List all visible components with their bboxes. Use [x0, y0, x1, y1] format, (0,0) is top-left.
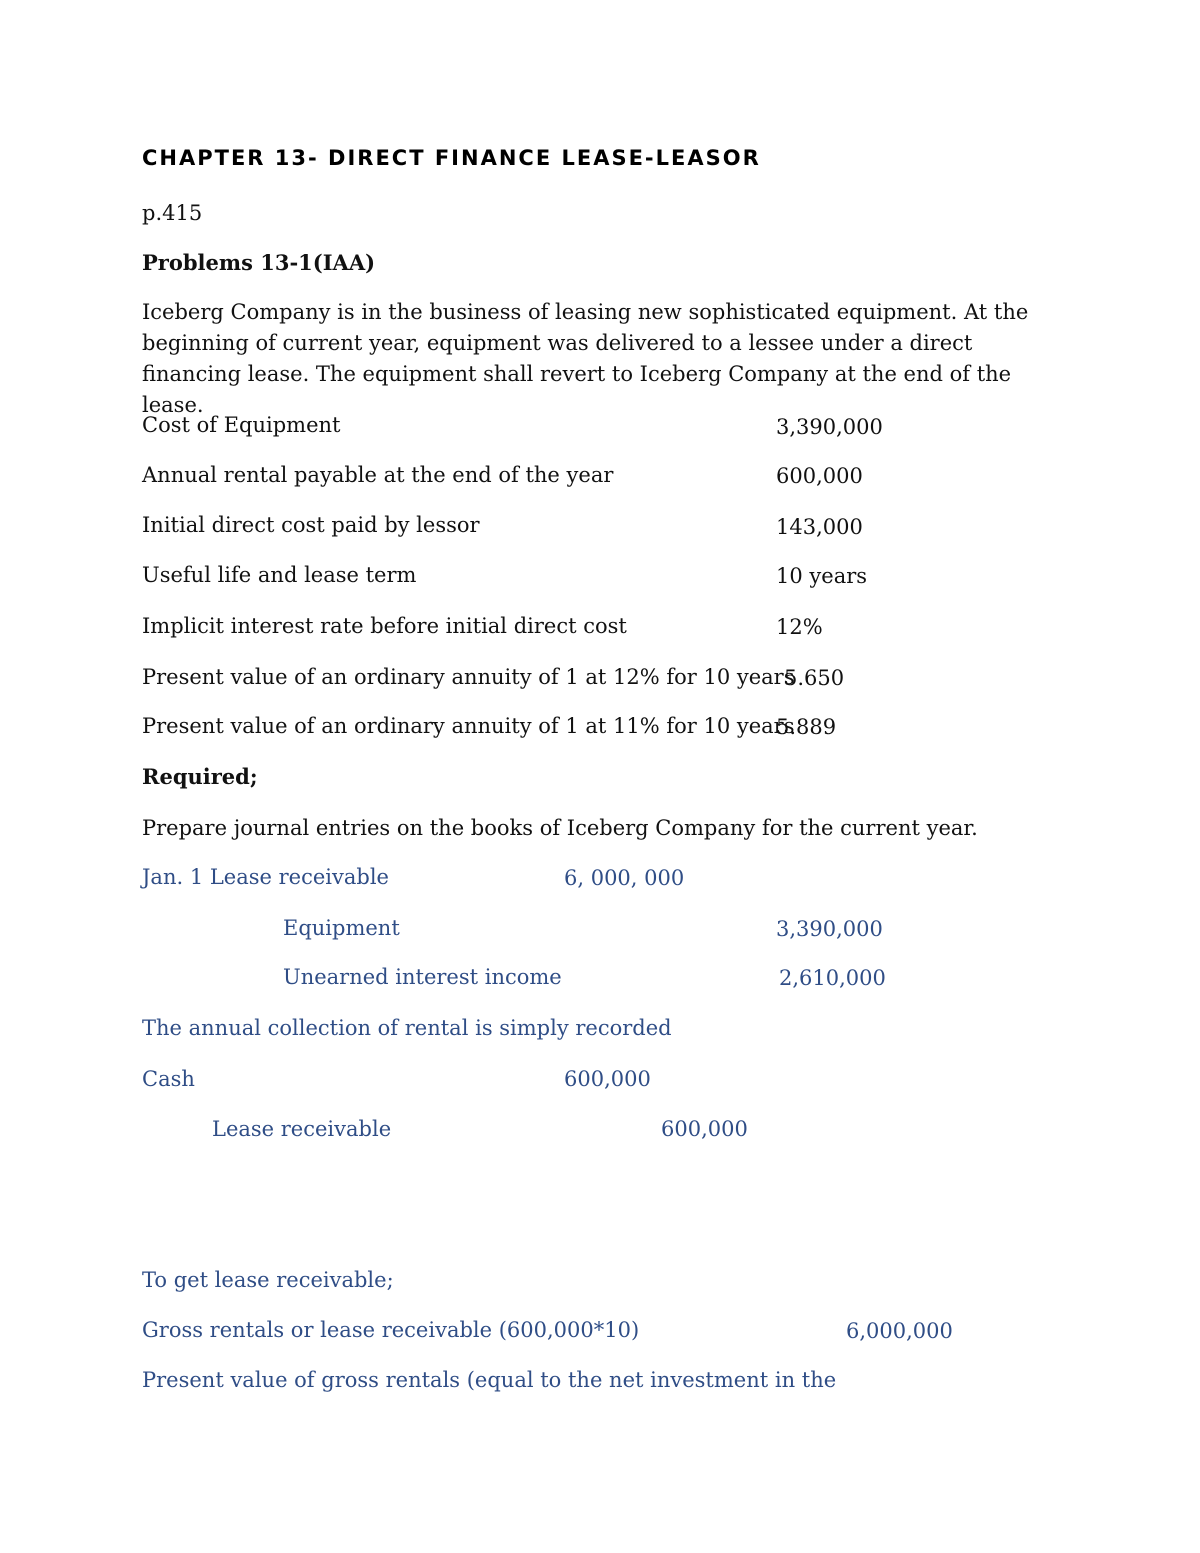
- journal-entry2-debit-amount: 600,000: [564, 1067, 651, 1091]
- fact-value: 600,000: [776, 464, 863, 488]
- computation-title: To get lease receivable;: [142, 1268, 394, 1292]
- page-reference: p.415: [142, 201, 203, 225]
- problem-description: Iceberg Company is in the business of leasing new sophisticated equipment. At the beginning of current year, equipment was delivered to a lessee under a direct financing lease. The equipment shall revert to Iceberg Company at the end of the lease.: [142, 300, 1029, 417]
- journal-note: The annual collection of rental is simply recorded: [142, 1016, 672, 1040]
- fact-label: Annual rental payable at the end of the year: [142, 463, 614, 487]
- fact-value: 5.889: [776, 715, 837, 739]
- computation-line2-label: Present value of gross rentals (equal to the net investment in the: [142, 1368, 837, 1392]
- journal-entry2-credit-amount: 600,000: [661, 1117, 748, 1141]
- journal-entry1-credit2-account: Unearned interest income: [283, 965, 562, 989]
- journal-entry1-debit: 6, 000, 000: [564, 866, 685, 890]
- fact-label: Implicit interest rate before initial direct cost: [142, 614, 627, 638]
- journal-entry1-credit2-amount: 2,610,000: [779, 966, 886, 990]
- fact-label: Present value of an ordinary annuity of 1 at 12% for 10 years: [142, 665, 795, 689]
- fact-label: Initial direct cost paid by lessor: [142, 513, 480, 537]
- computation-line1-value: 6,000,000: [846, 1319, 953, 1343]
- fact-value: 3,390,000: [776, 415, 883, 439]
- journal-entry1-date-account: Jan. 1 Lease receivable: [142, 865, 389, 889]
- computation-line1-label: Gross rentals or lease receivable (600,000*10): [142, 1318, 640, 1342]
- fact-value: 143,000: [776, 515, 863, 539]
- journal-entry1-credit1-account: Equipment: [283, 916, 400, 940]
- fact-label: Cost of Equipment: [142, 413, 341, 437]
- fact-value: 5.650: [784, 666, 845, 690]
- fact-label: Useful life and lease term: [142, 563, 417, 587]
- fact-value: 12%: [776, 615, 823, 639]
- problem-title: Problems 13-1(IAA): [142, 250, 376, 275]
- required-instruction: Prepare journal entries on the books of Iceberg Company for the current year.: [142, 816, 978, 840]
- required-title: Required;: [142, 764, 258, 789]
- fact-label: Present value of an ordinary annuity of 1 at 11% for 10 years: [142, 714, 795, 738]
- journal-entry2-debit-account: Cash: [142, 1067, 195, 1091]
- fact-value: 10 years: [776, 564, 868, 588]
- journal-entry2-credit-account: Lease receivable: [212, 1117, 392, 1141]
- chapter-title: CHAPTER 13- DIRECT FINANCE LEASE-LEASOR: [142, 146, 761, 170]
- journal-entry1-credit1-amount: 3,390,000: [776, 917, 883, 941]
